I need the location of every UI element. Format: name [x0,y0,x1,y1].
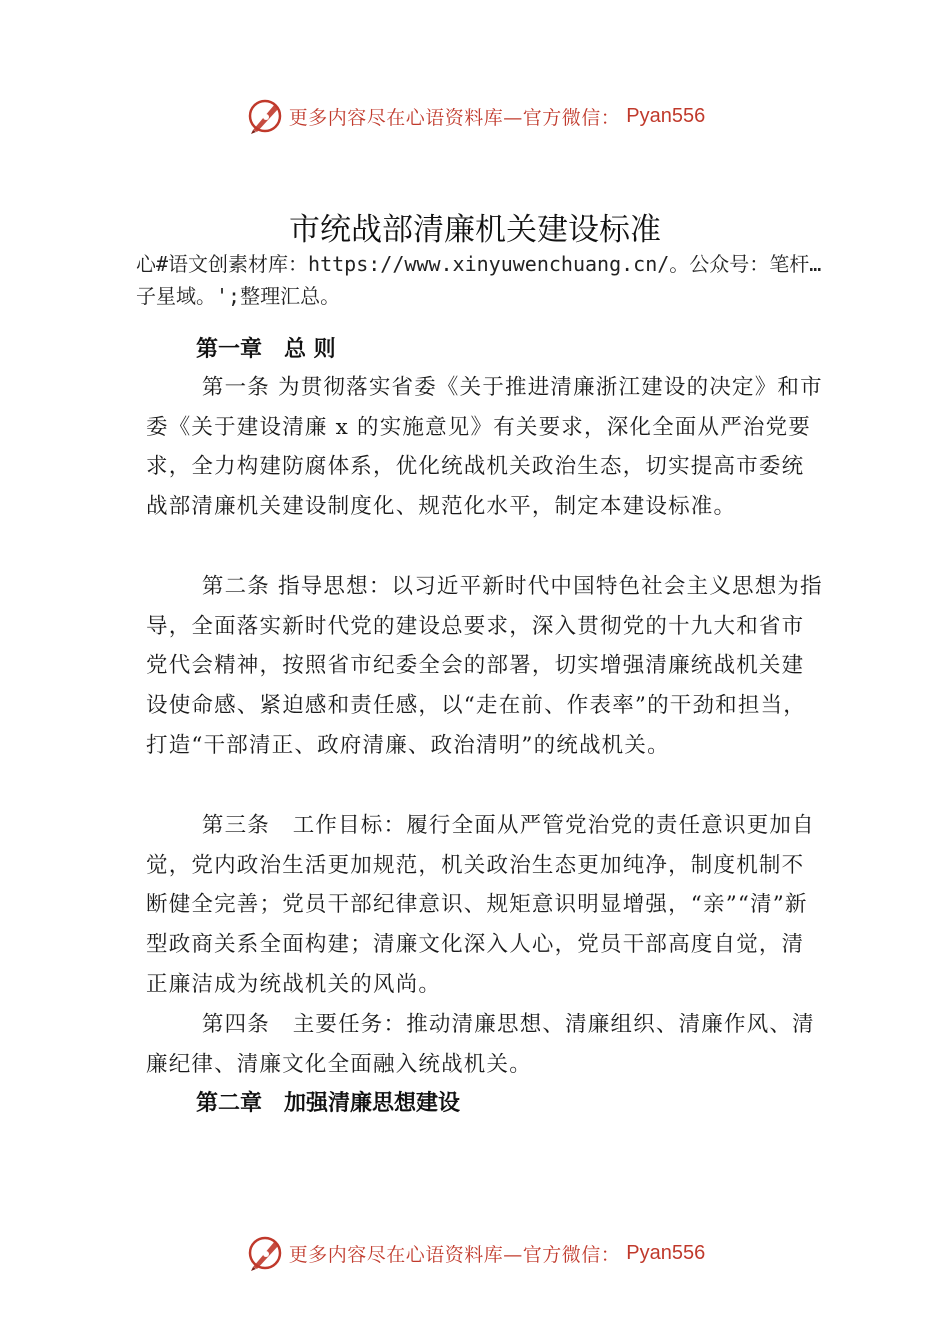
pen-logo-icon [245,1233,285,1273]
chapter-1-heading: 第一章 总 则 [196,337,336,362]
chapter-2-heading: 第二章 加强清廉思想建设 [196,1091,461,1116]
article-1: 第一条 为贯彻落实省委《关于推进清廉浙江建设的决定》和市委《关于建设清廉 x 的实施意见》有关要求，深化全面从严治党要求，全力构建防腐体系，优化统战机关政治生态，切实提高市委统战部清廉机关建设制度化、规范化水平，制定本建设标准。 [146,375,823,520]
watermark-footer [0,1233,950,1273]
pen-logo-icon [245,96,285,136]
article-4: 第四条 主要任务：推动清廉思想、清廉组织、清廉作风、清廉纪律、清廉文化全面融入统战机关。 [146,1012,815,1077]
document-title: 市统战部清廉机关建设标准 [289,212,661,248]
watermark-header [0,96,950,136]
watermark-wechat-id: Pyan556 [626,104,706,127]
source-line: 心#语文创素材库：https://www.xinyuwenchuang.cn/。公众号：笔杆…子星域。';整理汇总。 [136,252,822,308]
article-3: 第三条 工作目标：履行全面从严管党治党的责任意识更加自觉，党内政治生活更加规范，机关政治生态更加纯净，制度机制不断健全完善；党员干部纪律意识、规矩意识明显增强，“亲”“清”新型政商关系全面构建；清廉文化深入人心，党员干部高度自觉，清正廉洁成为统战机关的风尚。 [146,813,815,997]
watermark-wechat-id: Pyan556 [626,1241,706,1264]
watermark-text: 更多内容尽在心语资料库—官方微信： [288,1243,621,1266]
watermark-text: 更多内容尽在心语资料库—官方微信： [288,106,621,129]
article-2: 第二条 指导思想：以习近平新时代中国特色社会主义思想为指导，全面落实新时代党的建设总要求，深入贯彻党的十九大和省市党代会精神，按照省市纪委全会的部署，切实增强清廉统战机关建设使命感、紧迫感和责任感，以“走在前、作表率”的干劲和担当，打造“干部清正、政府清廉、政治清明”的统战机关。 [146,574,823,758]
